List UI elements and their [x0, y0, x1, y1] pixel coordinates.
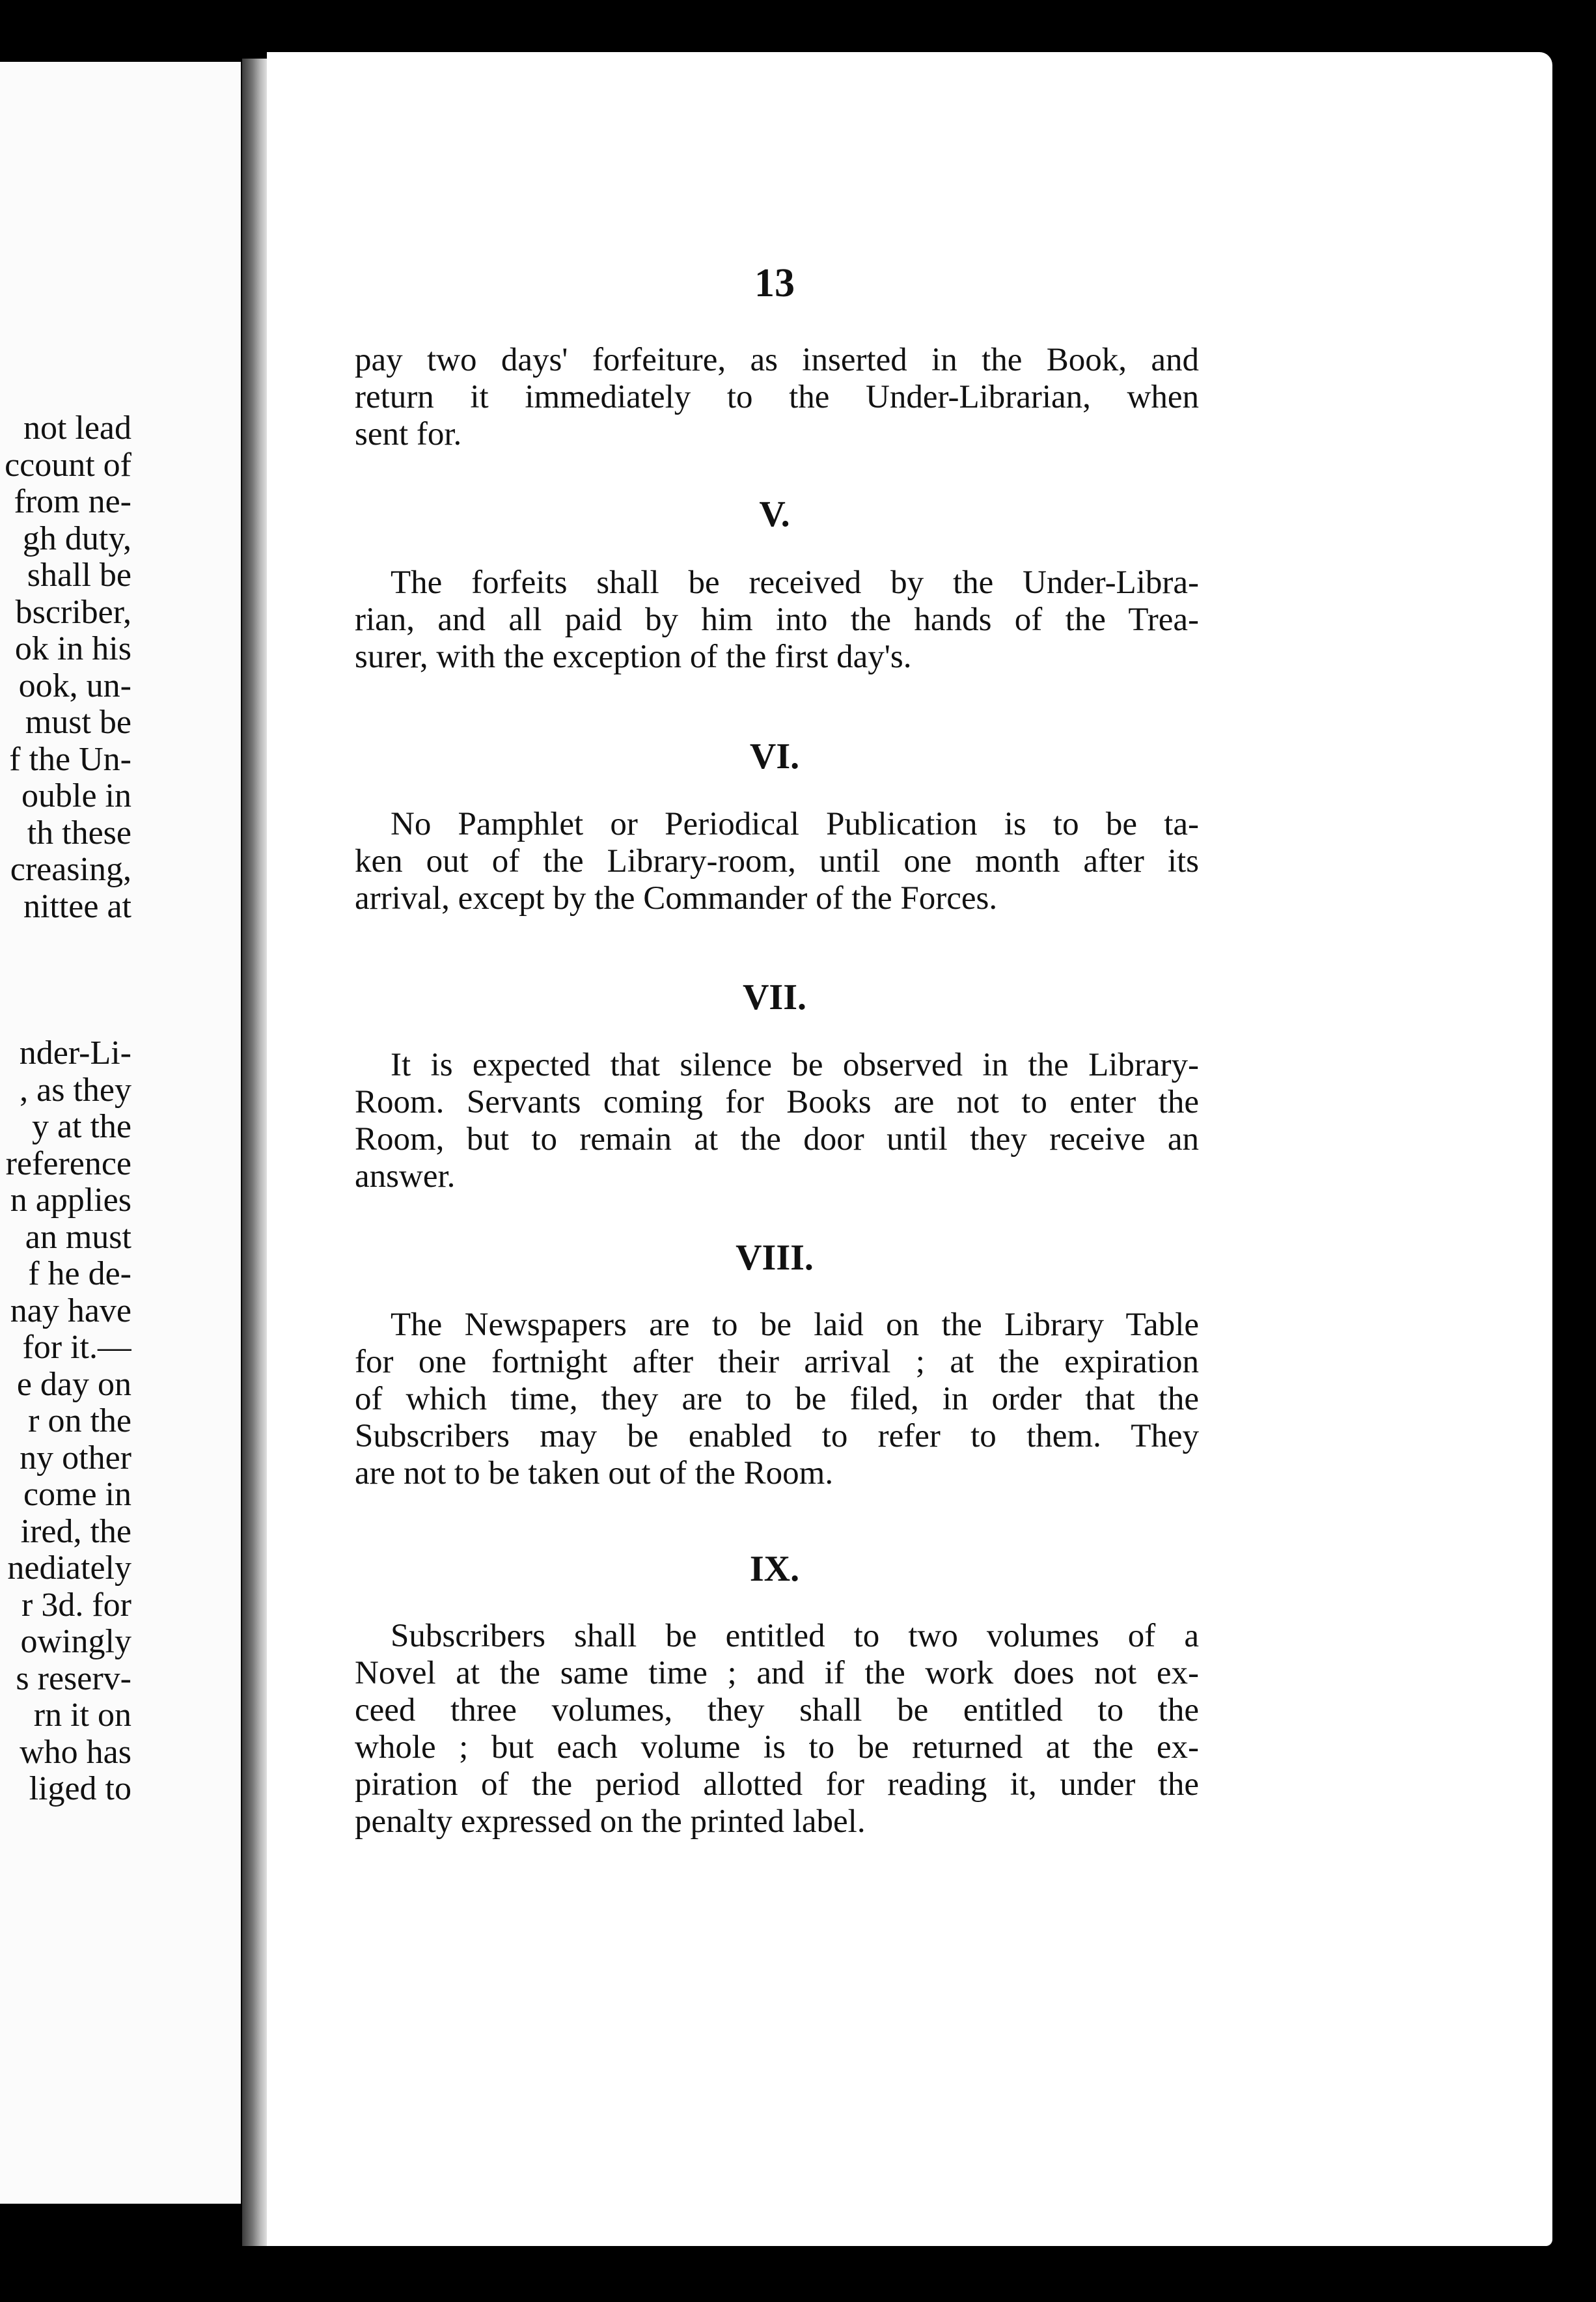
text-line: surer, with the exception of the first day's.: [355, 639, 912, 675]
left-line: nediately: [7, 1549, 131, 1587]
text-line: The forfeits shall be received by the Under-Libra-: [391, 564, 1199, 601]
left-page-text-fragment: [0, 410, 131, 1808]
opening-paragraph: [355, 342, 1199, 453]
left-line: an must: [25, 1218, 131, 1256]
left-line: , as they: [20, 1071, 131, 1109]
section-heading-v: V.: [759, 494, 790, 534]
left-line: who has: [20, 1733, 131, 1771]
section-heading-vi: VI.: [749, 736, 800, 777]
left-line: f the Un-: [9, 740, 131, 778]
section-v-paragraph: [355, 564, 1199, 676]
book-gutter: [242, 59, 268, 2246]
left-line: come in: [23, 1476, 131, 1513]
text-line: rian, and all paid by him into the hands of the Trea-: [355, 602, 1199, 638]
left-line: s reserv-: [16, 1659, 131, 1697]
section-vi-paragraph: [355, 806, 1199, 917]
left-line: rn it on: [33, 1697, 131, 1734]
left-line: ired, the: [20, 1512, 131, 1550]
text-line: Room, but to remain at the door until they receive an: [355, 1121, 1199, 1158]
left-line: f he de-: [28, 1255, 131, 1292]
left-gap: [0, 925, 131, 1035]
section-ix-paragraph: [355, 1618, 1199, 1840]
left-line: for it.—: [22, 1329, 131, 1366]
section-heading-viii: VIII.: [736, 1238, 814, 1278]
text-line: It is expected that silence be observed in the Library-: [391, 1047, 1199, 1083]
text-line: arrival, except by the Commander of the Forces.: [355, 880, 998, 917]
text-line: Room. Servants coming for Books are not to enter the: [355, 1084, 1199, 1120]
left-line: r 3d. for: [21, 1586, 131, 1624]
left-line: ccount of: [5, 446, 131, 484]
text-line: piration of the period allotted for reading it, under the: [355, 1766, 1199, 1803]
text-line: The Newspapers are to be laid on the Library Table: [391, 1307, 1199, 1343]
left-line: ook, un-: [18, 667, 131, 704]
text-line: pay two days' forfeiture, as inserted in the Book, and: [355, 342, 1199, 378]
left-line: must be: [25, 704, 131, 741]
text-line: ceed three volumes, they shall be entitled to the: [355, 1692, 1199, 1728]
text-line: No Pamphlet or Periodical Publication is to be ta-: [391, 806, 1199, 842]
text-line: ken out of the Library-room, until one month after its: [355, 843, 1199, 880]
left-line: e day on: [16, 1365, 131, 1403]
left-line: ouble in: [21, 777, 131, 814]
text-line: sent for.: [355, 416, 462, 452]
text-line: of which time, they are to be filed, in order that the: [355, 1381, 1199, 1417]
left-line: r on the: [28, 1402, 131, 1439]
text-line: penalty expressed on the printed label.: [355, 1803, 866, 1840]
left-line: nder-Li-: [19, 1034, 131, 1072]
section-heading-ix: IX.: [749, 1549, 800, 1589]
text-line: for one fortnight after their arrival ; at the expiration: [355, 1344, 1199, 1380]
left-line: shall be: [27, 557, 131, 594]
left-line: n applies: [10, 1182, 131, 1219]
left-line: creasing,: [10, 851, 131, 888]
left-line: nittee at: [23, 887, 131, 925]
text-line: return it immediately to the Under-Librarian, when: [355, 379, 1199, 415]
text-line: Subscribers shall be entitled to two volumes of a: [391, 1618, 1199, 1654]
left-line: bscriber,: [15, 593, 131, 631]
left-line: th these: [27, 814, 131, 852]
left-line: owingly: [20, 1623, 131, 1660]
left-line: reference: [5, 1144, 131, 1182]
section-viii-paragraph: [355, 1307, 1199, 1492]
page-number: 13: [754, 261, 795, 305]
left-line: gh duty,: [22, 520, 131, 557]
section-heading-vii: VII.: [742, 977, 807, 1018]
text-line: Subscribers may be enabled to refer to them. They: [355, 1418, 1199, 1454]
left-line: not lead: [23, 410, 131, 447]
text-line: answer.: [355, 1158, 456, 1195]
left-line: liged to: [29, 1770, 131, 1807]
section-vii-paragraph: [355, 1047, 1199, 1195]
left-line: ny other: [20, 1439, 131, 1477]
left-line: from ne-: [14, 483, 131, 520]
text-line: are not to be taken out of the Room.: [355, 1455, 834, 1491]
left-line: nay have: [10, 1292, 131, 1329]
text-line: Novel at the same time ; and if the work does not ex-: [355, 1655, 1199, 1691]
text-line: whole ; but each volume is to be returned at the ex-: [355, 1729, 1199, 1766]
left-line: y at the: [31, 1108, 131, 1145]
left-line: ok in his: [14, 630, 131, 667]
